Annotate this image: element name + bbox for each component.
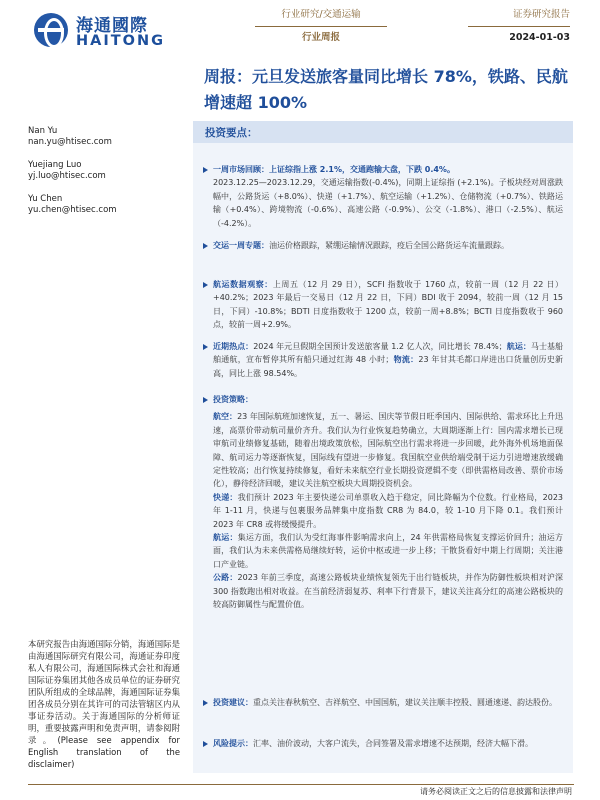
author-name: Yuejiang Luo — [28, 160, 82, 170]
bullet-icon — [203, 700, 208, 706]
report-label: 证券研究报告 — [468, 8, 570, 27]
section-text: 马士基船舶通航，宣布暂停其所有船只通过红海 48 小时； — [213, 342, 564, 365]
section-text: 2023.12.25—2023.12.29，交通运输指数(-0.4%)，同期上证综指 (+2.1%)。子板块经对周涨跌幅中，公路货运（+8.0%）、快递（+1.7%）、航空运输（+1.2%）、仓储物流（+0.7%）、铁路运输（+0.4%）、跨境物流（-0.6%）、高速公路（-0.9%）、公交（-1.8%）、港口（-2.5%）、航运（-4.2%）。 — [213, 178, 563, 228]
section-heading: 投资建议： — [213, 698, 253, 707]
section-text: 23 年甘其毛都口岸进出口货量创历史新高，同比上涨 98.54%。 — [213, 355, 563, 378]
strategy-aviation — [213, 410, 563, 490]
report-category: 行业研究/交通运输 — [255, 8, 387, 27]
section-heading: 风险提示： — [213, 739, 253, 748]
strategy-text: 2023 年前三季度，高速公路板块业绩恢复领先于出行链板块，并作为防御性板块相对沪深 300 指数跑出相对收益。在当前经济弱复苏、利率下行背景下，建议关注高分红的高速公路板块的较高防御属性与配置价值。 — [213, 573, 564, 610]
section-recent-news — [203, 340, 563, 380]
bullet-icon — [203, 741, 208, 747]
section-shipping-data — [203, 278, 563, 332]
section-heading: 航运数据观察： — [213, 280, 273, 289]
author-email-link[interactable]: yu.chen@htisec.com — [28, 205, 117, 215]
disclaimer-text: 本研究报告由海通国际分销，海通国际是由海通国际研究有限公司，海通证券印度私人有限公司，海通国际株式会社和海通国际证券集团其他各成员单位的证券研究团队所组成的全球品牌，海通国际证券集团各成员分别在其许可的司法管辖区内从事证券活动。关于海通国际的分析师证明，重要披露声明和免责声明，请参阅附录。(Please see appendix for English translation of the disclaimer) — [28, 639, 180, 769]
section-text: 油运价格跟踪，紧绷运输情况跟踪，疫后全国公路货运车流量跟踪。 — [269, 241, 509, 250]
logo-text-en: HAITONG — [76, 33, 166, 49]
author-list — [28, 126, 188, 228]
strategy-highway — [213, 571, 563, 611]
key-points-header — [193, 121, 573, 143]
author-entry — [28, 194, 188, 216]
section-heading: 交运一周专题： — [213, 241, 269, 250]
author-email-link[interactable]: yj.luo@htisec.com — [28, 171, 106, 181]
section-text: 2024 年元旦假期全国预计发送旅客量 1.2 亿人次，同比增长 78.4%； — [253, 342, 507, 351]
section-text: 上周五（12 月 29 日），SCFI 指数收于 1760 点，较前一周（12 月 22 日）+40.2%；2023 年最后一交易日（12 月 22 日，下同）BDI 收于 2094，较前一周（12 月 15 日，下同）-10.8%；BDTI 日度指数收于 1200 点，较前一周+8.8%；BCTI 日度指数收于 960 点，较前一周+2.9%。 — [213, 280, 564, 330]
report-title: 周报：元旦发送旅客量同比增长 78%，铁路、民航增速超 100% — [204, 67, 568, 112]
author-entry — [28, 126, 188, 148]
key-points-body — [193, 143, 573, 773]
section-text: 汇率、油价波动，大客户流失，合同签署及需求增速不达预期，经济大幅下滑。 — [253, 739, 533, 748]
bullet-icon — [203, 397, 208, 403]
footer-divider — [28, 784, 574, 785]
key-points-title: 投资要点： — [205, 127, 258, 139]
section-heading: 近期热点： — [213, 342, 254, 351]
haitong-logo-icon — [34, 13, 68, 47]
bullet-icon — [203, 243, 208, 249]
strategy-label: 航空： — [213, 412, 238, 422]
section-market-review — [203, 163, 563, 230]
section-weekly-topic — [203, 239, 563, 252]
strategy-text: 我们预计 2023 年主要快递公司单票收入趋于稳定，同比降幅为个位数。行业格局，2023 年 1-11 月，快递与包裹服务品牌集中度指数 CR8 为 84.0，较 1-10 月下降 0.1。我们预计 2023 年 CR8 或将缓慢提升。 — [213, 492, 563, 529]
header-right — [468, 8, 570, 45]
section-risk — [203, 737, 563, 750]
strategy-label: 公路： — [213, 573, 238, 583]
haitong-logo — [34, 9, 184, 55]
section-investment-advice — [203, 696, 563, 709]
author-email-link[interactable]: nan.yu@htisec.com — [28, 137, 112, 147]
bullet-icon — [203, 167, 208, 173]
bullet-icon — [203, 282, 208, 288]
logo-text-cn: 海通國際 — [76, 16, 148, 36]
strategy-label: 航运： — [213, 533, 238, 543]
report-type: 行业周报 — [301, 32, 340, 43]
news-label-logistics: 物流： — [393, 355, 419, 365]
strategy-express — [213, 491, 563, 531]
strategy-label: 快递： — [213, 492, 238, 502]
section-strategy — [203, 393, 563, 612]
author-name: Nan Yu — [28, 126, 58, 136]
report-date: 2024-01-03 — [509, 32, 570, 43]
author-entry — [28, 160, 188, 182]
strategy-text: 23 年国际航班加速恢复，五一、暑运、国庆等节假日旺季国内、国际供给、需求环比上升迅速，高票价带动航司量价齐升。我们认为行业恢复趋势确立，大周期逐渐上行：国内需求增长已现审航司业绩修复基础，随着出境政策放松，国际航空出行需求将进一步回暖，此外海外机场地面保障、航司运力等逐渐恢复，国际线有望进一步修复。我国航空业供给端受制于运力引进增速放缓确定性较高；出行恢复持续修复，看好未来航空行业长期投资逻辑不变（即供需格局改善、票价市场化），静待经济回暖，建议关注航空板块大周期投资机会。 — [213, 412, 564, 489]
strategy-text: 集运方面，我们认为受红海事件影响需求向上，24 年供需格局恢复支撑运价回升；油运方面，我们认为未来供需格局继续好转，运价中枢或进一步上移；干散货看好中期上行周期；关注港口产业链。 — [213, 533, 564, 569]
header-center — [255, 8, 387, 45]
strategy-shipping — [213, 531, 563, 571]
section-text: 重点关注春秋航空、吉祥航空、中国国航，建议关注顺丰控股、圆通速递、韵达股份。 — [253, 698, 557, 707]
author-name: Yu Chen — [28, 194, 63, 204]
footer-notice: 请务必阅读正文之后的信息披露和法律声明 — [420, 787, 572, 796]
bullet-icon — [203, 344, 208, 350]
news-label-shipping: 航运： — [506, 342, 531, 351]
section-heading: 一周市场回顾：上证综指上涨 2.1%，交通跑输大盘，下跌 0.4%。 — [213, 165, 455, 174]
section-heading: 投资策略： — [213, 395, 253, 404]
